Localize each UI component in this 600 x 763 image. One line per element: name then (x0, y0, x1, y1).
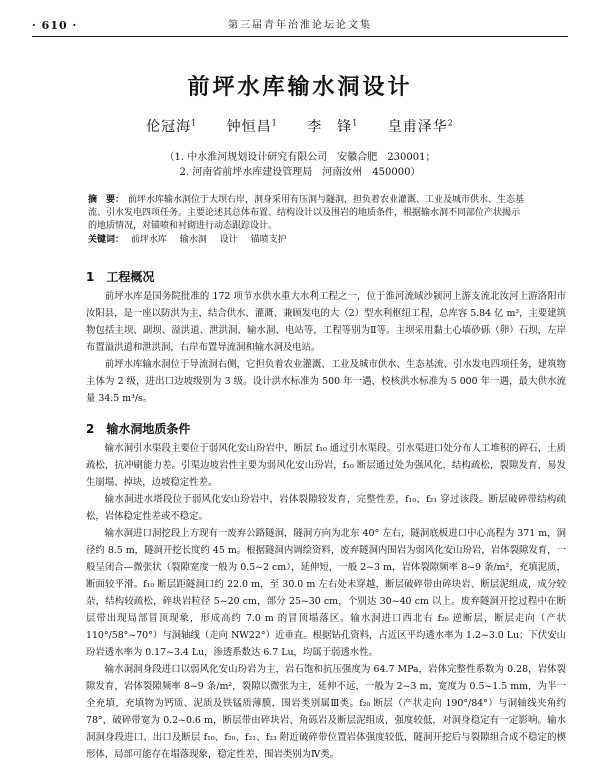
paper-title: 前坪水库输水洞设计 (187, 75, 413, 100)
keywords-label: 关键词： (88, 235, 125, 245)
author-list (0, 116, 600, 136)
abstract (88, 194, 528, 233)
paragraph: 输水洞引水渠段主要位于弱风化安山玢岩中，断层 f₁₀ 通过引水渠段。引水渠进口处分布人工堆积的碎石，土质疏松，抗冲刷能力差。引渠边坡岩性主要为弱风化安山玢岩，f₁₀ 断层通过处为强风化，结构疏松，裂隙发育，易发生崩塌、掉块，边坡稳定性差。 (86, 443, 566, 488)
author: 伦冠海$^1$ (146, 118, 198, 135)
keywords (88, 234, 528, 247)
paragraph: 前坪水库是国务院批准的 172 项节水供水重大水利工程之一，位于淮河流域沙颍河上游支流北汝河上游洛阳市汝阳县，是一座以防洪为主，结合供水、灌溉、兼顾发电的大（2）型水利枢纽工程，总库容 5.84 亿 m³，主要建筑物包括主坝、副坝、溢洪道、泄洪洞、输水洞、电站等，工程等别为Ⅱ等。主坝采用黏土心墙砂砾（卵）石坝，左岸布置溢洪道和泄洪洞，右岸布置导流洞和输水洞及电站。 (86, 291, 566, 353)
keyword: 锚喷支护 (250, 235, 287, 245)
paragraph: 输水洞洞身段进口以弱风化安山玢岩为主，岩石饱和抗压强度为 64.7 MPa，岩体完整性系数为 0.28，岩体裂隙发育，岩体裂隙频率 8~9 条/m²，裂隙以微张为主，延伸不远，一般为 2~3 m，宽度为 0.5~1.5 mm，为半一全充填，充填物为钙质、泥质及铁锰质薄膜，围岩类别属Ⅲ类。f₂₀ 断层（产状走向 190°/84°）与洞轴线夹角约 78°，破碎带宽为 0.2~0.6 m，断层带由碎块岩、角砾岩及断层泥组成，强度较低，对洞身稳定有一定影响。输水洞洞身段进口、出口及断层 f₁₀、f₂₀、f₂₁、f₂₃ 附近破碎带位置岩体强度较低，隧洞开挖后与裂隙组合成不稳定的楔形体，局部可能存在塌落现象，稳定性差，围岩类别为Ⅳ类。 (86, 664, 566, 760)
section-body (86, 440, 566, 763)
affiliations (0, 150, 600, 180)
keyword: 输水洞 (179, 235, 207, 245)
affiliation: 2. 河南省前坪水库建设管理局 河南汝州 450000） (179, 167, 421, 178)
keyword: 设计 (219, 235, 238, 245)
paragraph: 输水洞进口洞挖段上方现有一废弃公路隧洞，隧洞方向为北东 40° 左右，隧洞底板进口中心高程为 371 m，洞径约 8.5 m，隧洞开挖长度约 45 m。根据隧洞内调绘资料，废弃隧洞内围岩为弱风化安山玢岩，岩体裂隙发育，一般呈闭合—微张状（裂隙宽度一般为 0.5~2 cm），延伸短，一般 2~3 m，岩体裂隙频率 8~9 条/m²，充填泥质，断面较平滑。f₁₀ 断层距隧洞口约 22.0 m，至 30.0 m 左右处未穿越，断层破碎带由碎块岩、断层泥组成，成分较杂，结构较疏松，碎块岩粒径 5~20 cm，部分 25~30 cm，个别达 30~40 cm 以上。废弃隧洞开挖过程中在断层带出现局部冒顶现象，形成高约 7.0 m 的冒顶塌落区。输水洞进口西北右 f₂₀ 逆断层，断层走向（产状 110°/58°~70°）与洞轴线（走向 NW22°）近垂直。根据钻孔资料，占近区平均透水率为 1.2~3.0 Lu；下伏安山玢岩透水率为 0.17~3.4 Lu，渗透系数达 6.7 Lu，均属于弱透水性。 (86, 528, 566, 658)
author: 钟恒昌$^1$ (226, 118, 278, 135)
running-header (32, 18, 568, 37)
page-number: · 610 · (32, 19, 78, 32)
keyword: 前坪水库 (130, 235, 167, 245)
section-heading: 2 输水洞地质条件 (86, 422, 191, 436)
abstract-label: 摘 要： (88, 195, 125, 205)
author: 李 锋$^1$ (307, 118, 359, 135)
section-body (86, 288, 566, 407)
abstract-text: 前坪水库输水洞位于大坝右岸，洞身采用有压洞与隧洞，担负着农业灌溉、工业及城市供水、生态基流、引水发电四项任务。主要论述其总体布置、结构设计以及围岩的地质条件，根据输水洞不同部位产状揭示的地质情况，对锚喷和衬砌进行动态跟踪设计。 (88, 195, 525, 231)
section-heading: 1 工程概况 (86, 270, 155, 284)
paragraph: 前坪水库输水洞位于导流洞右侧，它担负着农业灌溉、工业及城市供水、生态基流、引水发电四项任务，建筑物主体为 2 级，进出口边坡级别为 3 级。设计洪水标准为 500 年一遇，校核洪水标准为 5 000 年一遇，最大供水流量 34.5 m³/s。 (86, 359, 566, 404)
affiliation: （1. 中水淮河规划设计研究有限公司 安徽合肥 230001； (164, 152, 436, 163)
journal-title: 第三届青年治淮论坛论文集 (228, 20, 372, 31)
author: 皇甫泽华$^2$ (387, 118, 454, 135)
paragraph: 输水洞进水塔段位于弱风化安山玢岩中，岩体裂隙较发育，完整性差，f₁₀、f₂₁ 穿过该段。断层破碎带结构疏松，岩体稳定性差或不稳定。 (86, 494, 566, 522)
